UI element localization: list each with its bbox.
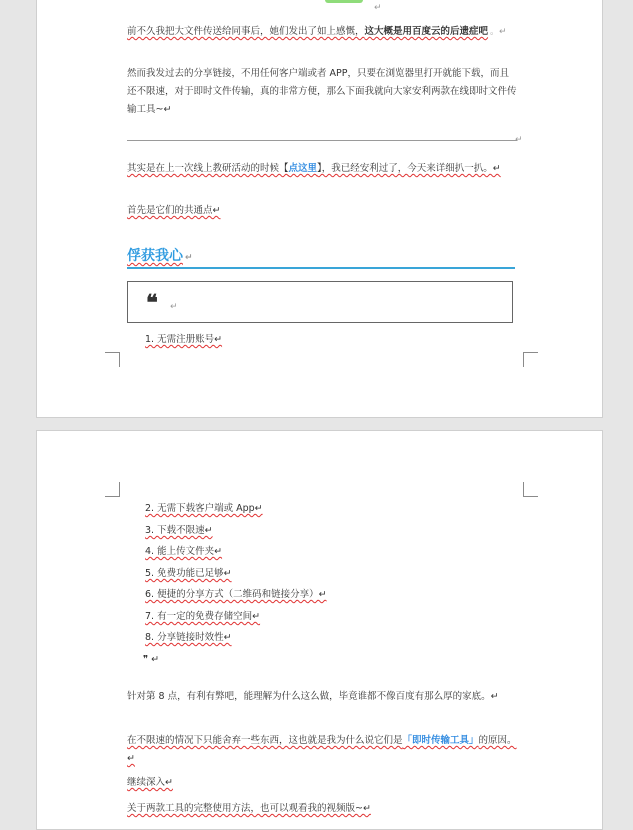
- document-page-1: [36, 0, 603, 418]
- paragraph-mark: ↵: [374, 3, 382, 13]
- list-item[interactable]: 3. 下载不限速↵: [145, 525, 213, 536]
- paragraph-3[interactable]: 其实是在上一次线上教研活动的时候【点这里】，我已经安利过了，今天来详细扒一扒。↵: [127, 163, 501, 174]
- paragraph-2[interactable]: 然而我发过去的分享链接，不用任何客户端或者 APP，只要在浏览器里打开就能下载，而且还不限速，对于即时文件传输，真的非常方便，那么下面我就向大家安利两款在线即时文件传输工具~↵: [127, 68, 517, 115]
- open-quote-icon: ❝: [146, 290, 158, 316]
- paragraph-5[interactable]: 针对第 8 点，有利有弊吧，能理解为什么这么做，毕竟谁都不像百度有那么厚的家底。↵: [127, 691, 499, 702]
- horizontal-rule: [127, 140, 517, 141]
- margin-corner-mark: [523, 482, 538, 497]
- document-page-2: [36, 430, 603, 830]
- inline-link[interactable]: 点这里: [288, 163, 318, 174]
- margin-corner-mark: [523, 352, 538, 367]
- paragraph-7[interactable]: 继续深入↵: [127, 777, 173, 788]
- paragraph-6[interactable]: 在不限速的情况下只能舍弃一些东西，这也就是我为什么说它们是「即时传输工具」的原因。↵: [127, 735, 517, 764]
- blockquote-box[interactable]: ❝ ↵: [127, 281, 513, 323]
- paragraph-mark: ↵: [515, 135, 523, 145]
- list-item[interactable]: 2. 无需下载客户端或 App↵: [145, 503, 263, 514]
- list-item[interactable]: 7. 有一定的免费存储空间↵: [145, 611, 261, 622]
- paragraph-8[interactable]: 关于两款工具的完整使用方法，也可以观看我的视频版~↵: [127, 803, 371, 814]
- inline-link[interactable]: 「即时传输工具」: [402, 735, 479, 746]
- list-item[interactable]: 6. 便捷的分享方式（二维码和链接分享）↵: [145, 589, 327, 600]
- close-quote-icon: ❞ ↵: [143, 654, 160, 665]
- margin-corner-mark: [105, 352, 120, 367]
- list-item[interactable]: 1. 无需注册账号↵: [145, 334, 223, 345]
- list-item[interactable]: 8. 分享链接时效性↵: [145, 632, 232, 643]
- margin-corner-mark: [105, 482, 120, 497]
- paragraph-1[interactable]: 前不久我把大文件传送给同事后，她们发出了如上感慨，这大概是用百度云的后遗症吧 。↵: [127, 26, 507, 37]
- image-fragment: [325, 0, 363, 3]
- list-item[interactable]: 4. 能上传文件夹↵: [145, 546, 223, 557]
- paragraph-4[interactable]: 首先是它们的共通点↵: [127, 205, 221, 216]
- section-heading[interactable]: 俘获我心 ↵: [127, 245, 515, 269]
- list-item[interactable]: 5. 免费功能已足够↵: [145, 568, 232, 579]
